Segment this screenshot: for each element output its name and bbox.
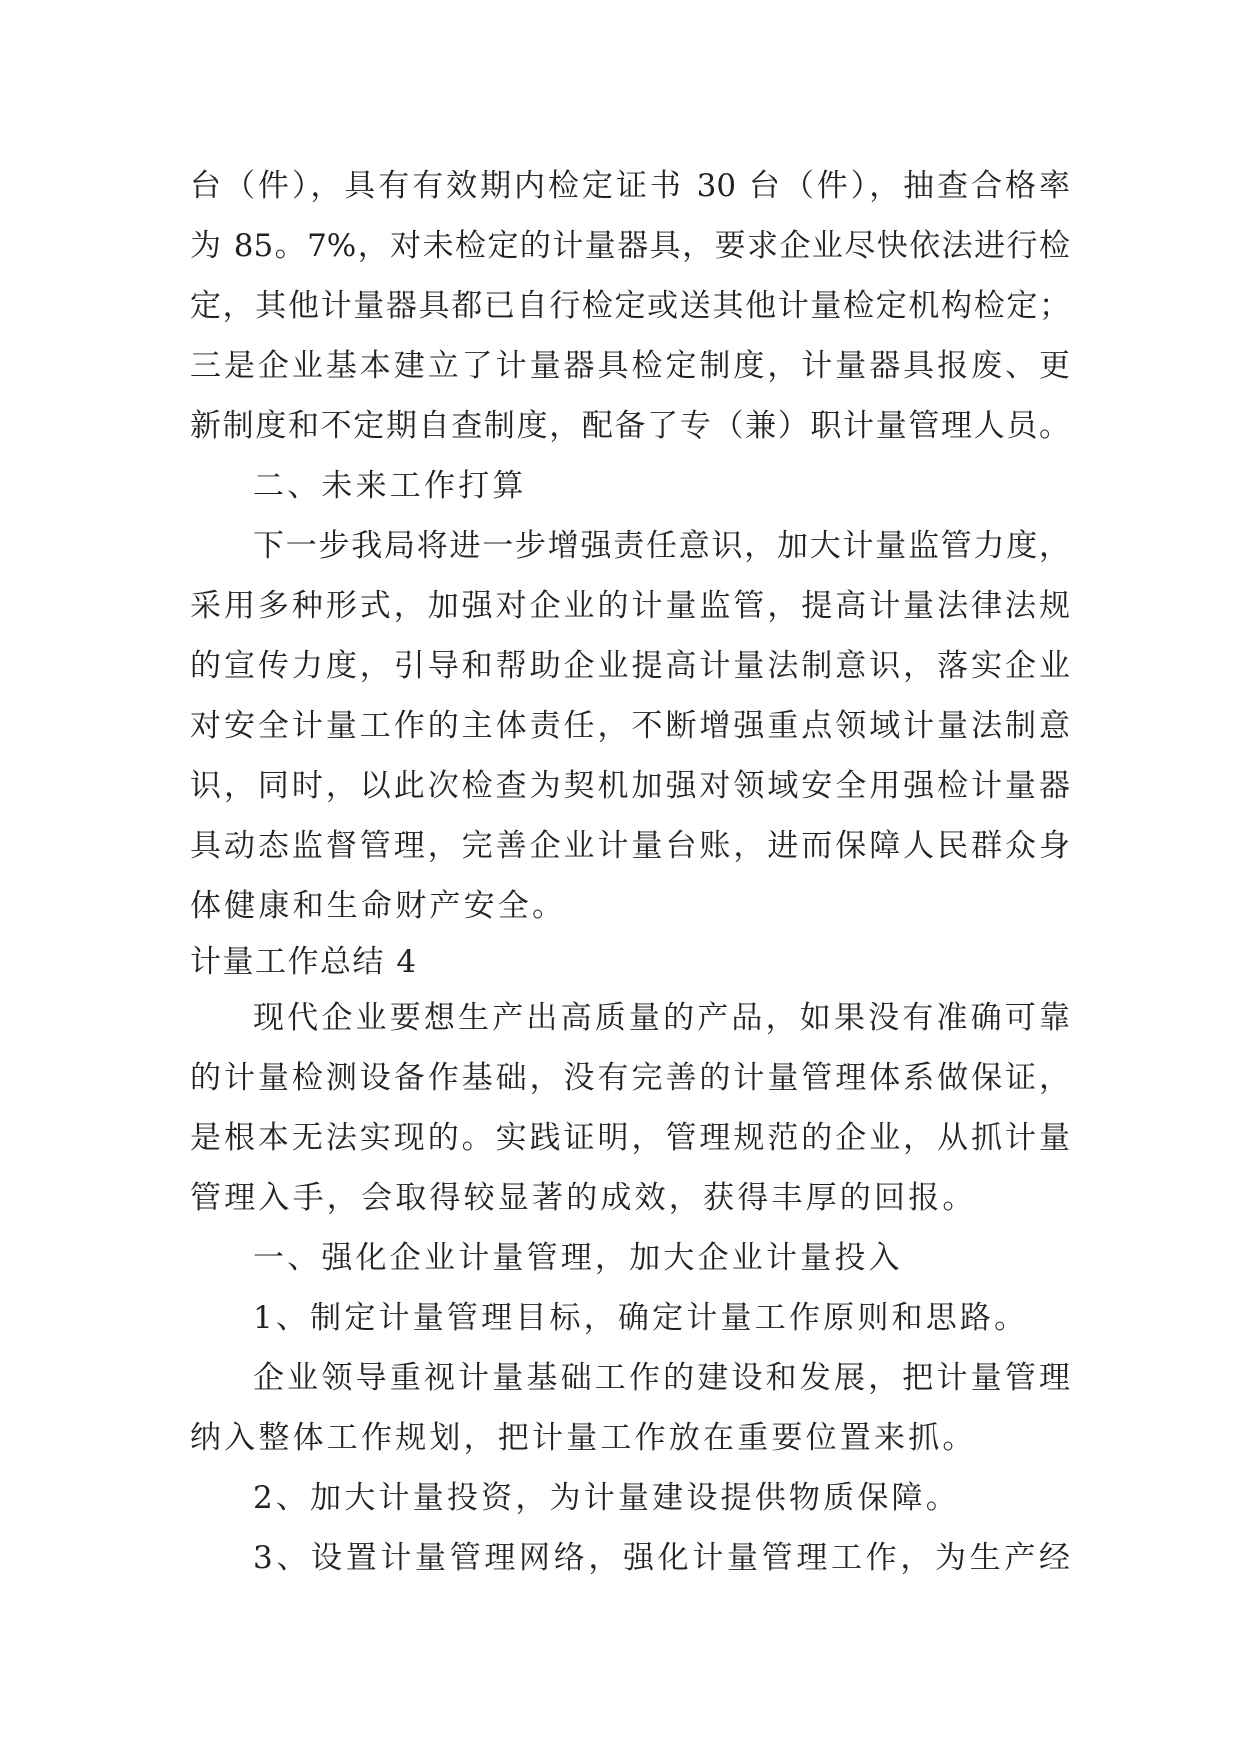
text-line: 采用多种形式，加强对企业的计量监管，提高计量法律法规 bbox=[190, 588, 1070, 624]
text-line: 三是企业基本建立了计量器具检定制度，计量器具报废、更 bbox=[190, 348, 1070, 384]
text-line: 新制度和不定期自查制度，配备了专（兼）职计量管理人员。 bbox=[190, 408, 1070, 444]
numbered-item: 3、设置计量管理网络，强化计量管理工作，为生产经 bbox=[253, 1540, 1070, 1576]
text-line: 管理入手，会取得较显著的成效，获得丰厚的回报。 bbox=[190, 1180, 977, 1216]
text-line: 的宣传力度，引导和帮助企业提高计量法制意识，落实企业 bbox=[190, 648, 1070, 684]
text-line: 现代企业要想生产出高质量的产品，如果没有准确可靠 bbox=[253, 1000, 1070, 1036]
text-line: 为 85。7%，对未检定的计量器具，要求企业尽快依法进行检 bbox=[190, 228, 1070, 264]
text-line: 识，同时，以此次检查为契机加强对领域安全用强检计量器 bbox=[190, 768, 1070, 804]
text-line: 企业领导重视计量基础工作的建设和发展，把计量管理 bbox=[253, 1360, 1070, 1396]
text-line: 体健康和生命财产安全。 bbox=[190, 888, 567, 924]
text-line: 下一步我局将进一步增强责任意识，加大计量监管力度， bbox=[253, 528, 1070, 564]
text-line: 台（件），具有有效期内检定证书 30 台（件），抽查合格率 bbox=[190, 168, 1070, 204]
section-heading: 一、强化企业计量管理，加大企业计量投入 bbox=[253, 1240, 903, 1276]
section-heading: 二、未来工作打算 bbox=[253, 468, 527, 504]
numbered-item: 1、制定计量管理目标，确定计量工作原则和思路。 bbox=[253, 1300, 1029, 1336]
text-line: 具动态监督管理，完善企业计量台账，进而保障人民群众身 bbox=[190, 828, 1070, 864]
text-line: 对安全计量工作的主体责任，不断增强重点领域计量法制意 bbox=[190, 708, 1070, 744]
numbered-item: 2、加大计量投资，为计量建设提供物质保障。 bbox=[253, 1480, 960, 1516]
text-line: 定，其他计量器具都已自行检定或送其他计量检定机构检定； bbox=[190, 288, 1070, 324]
text-line: 纳入整体工作规划，把计量工作放在重要位置来抓。 bbox=[190, 1420, 977, 1456]
article-title: 计量工作总结 4 bbox=[190, 944, 418, 980]
text-line: 是根本无法实现的。实践证明，管理规范的企业，从抓计量 bbox=[190, 1120, 1070, 1156]
text-line: 的计量检测设备作基础，没有完善的计量管理体系做保证， bbox=[190, 1060, 1070, 1096]
